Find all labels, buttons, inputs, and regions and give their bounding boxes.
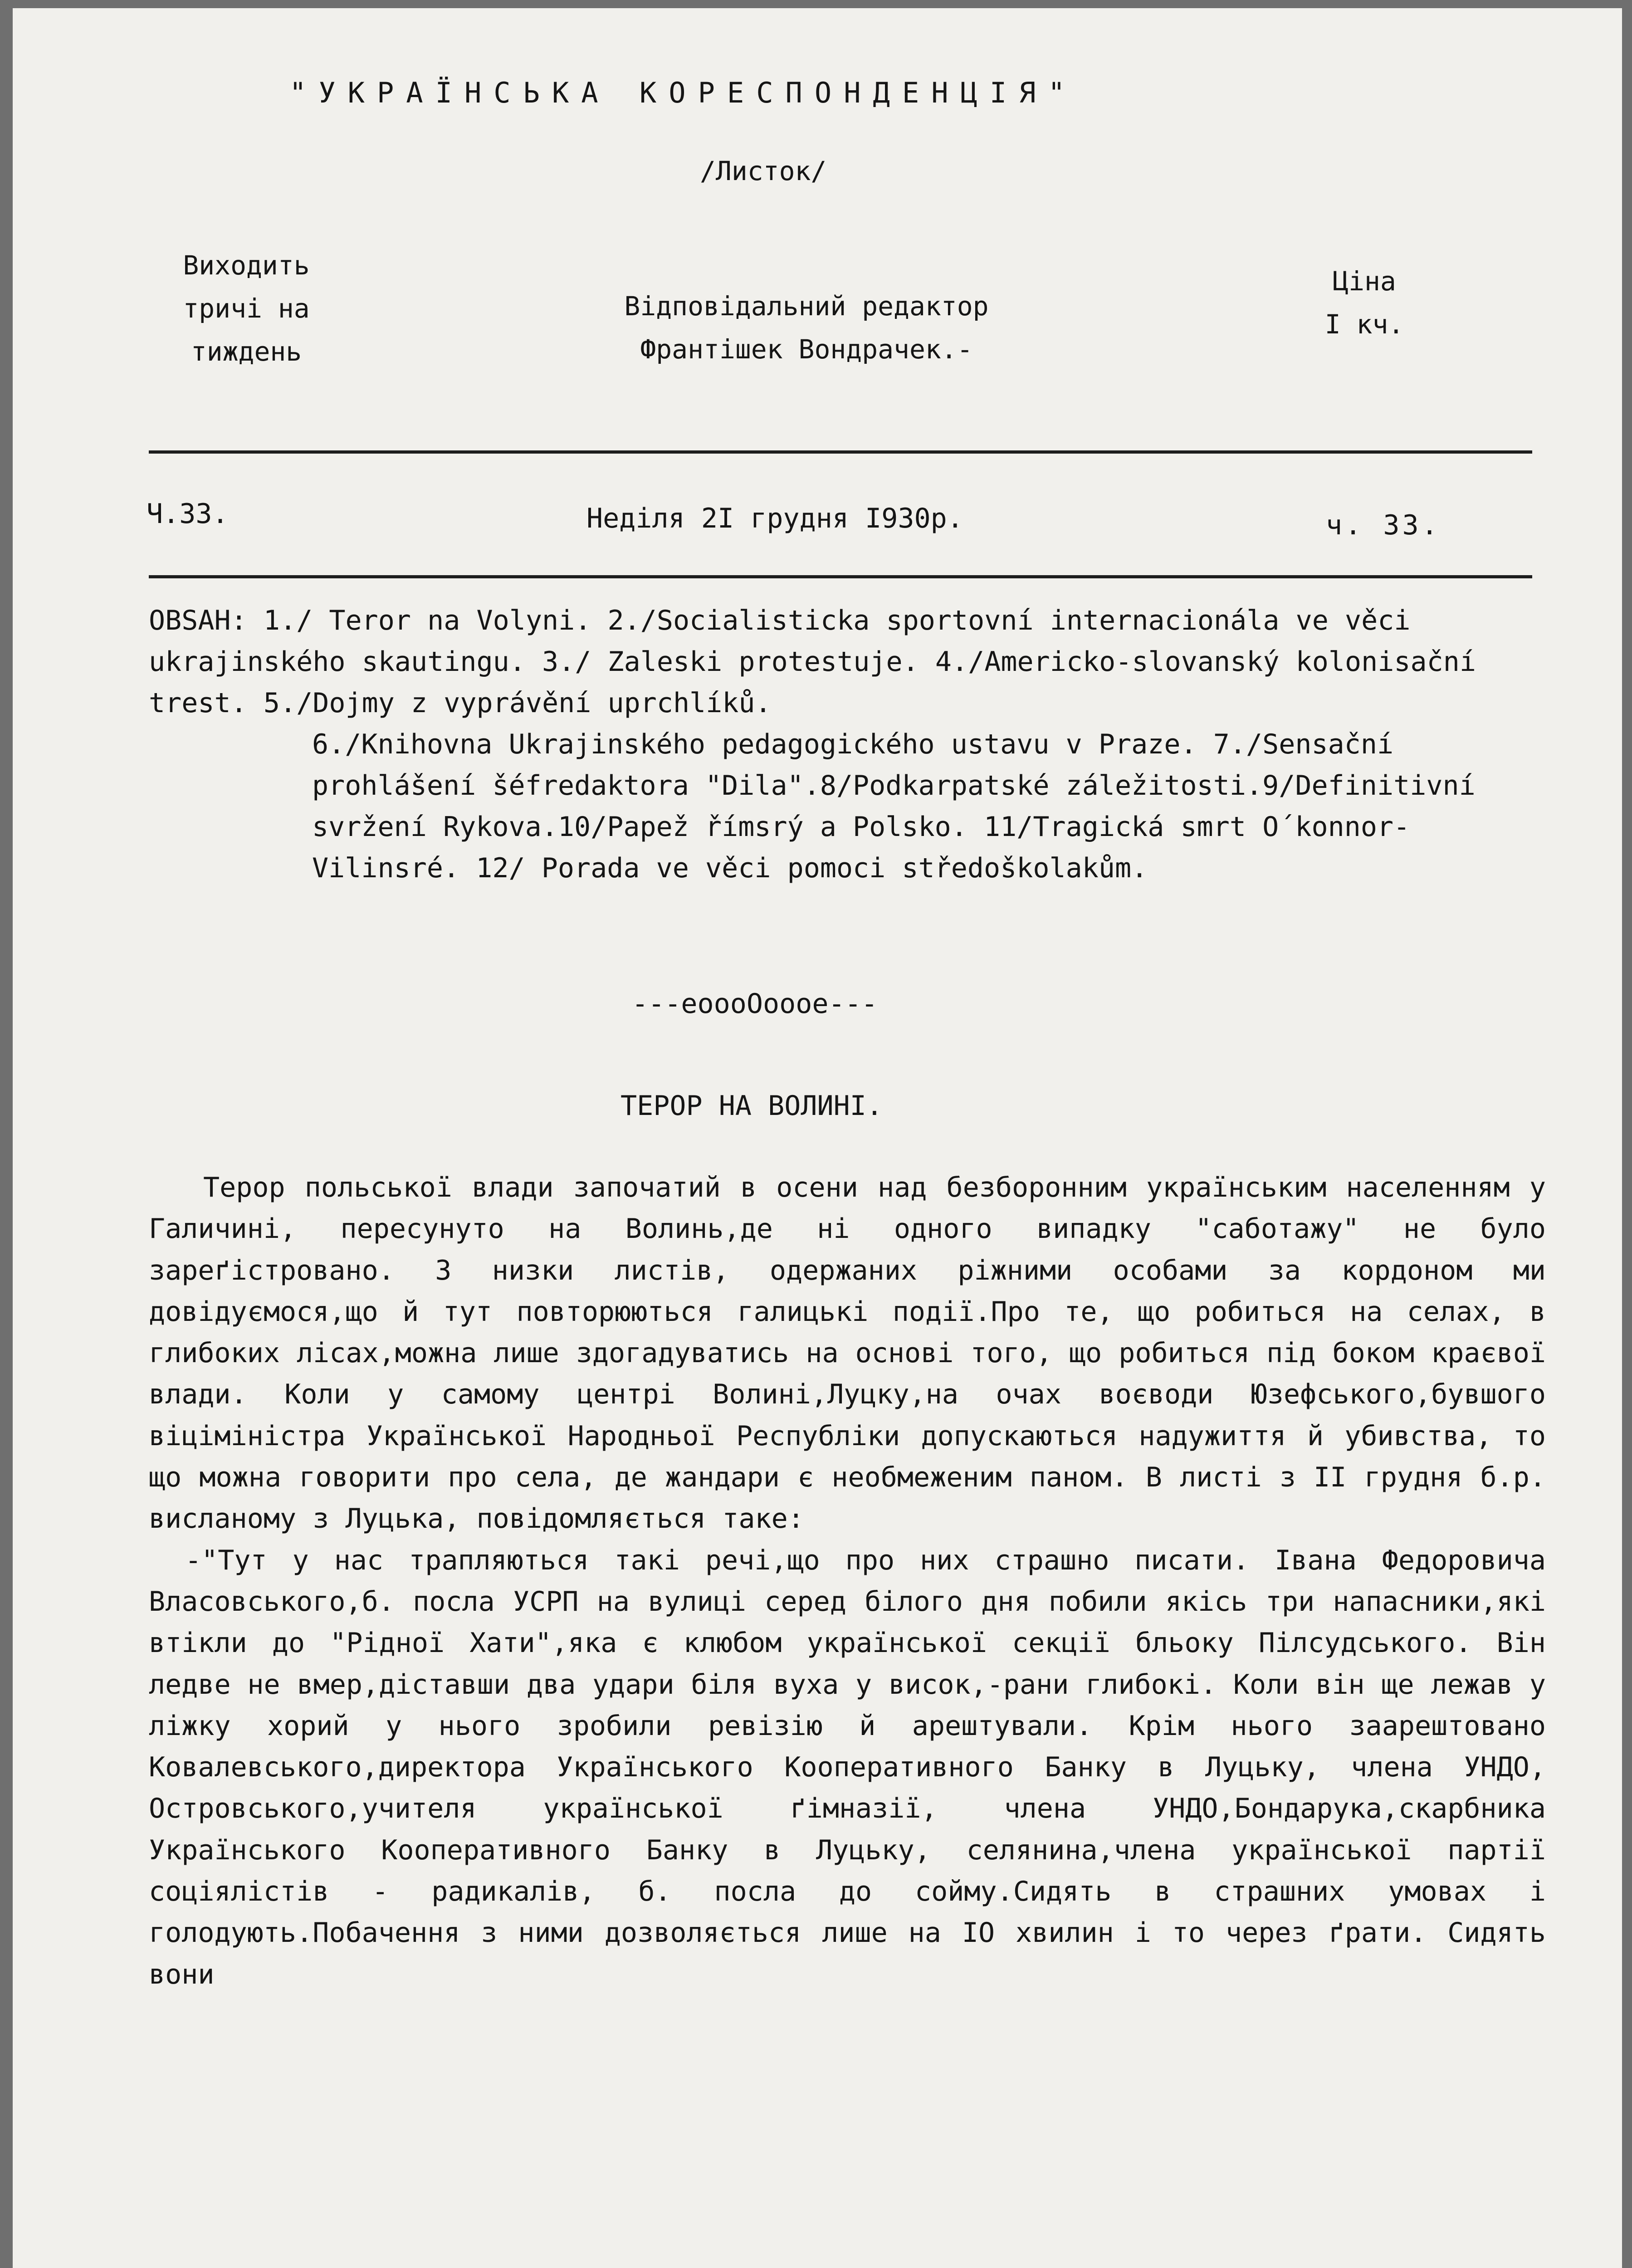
article-body <box>149 1167 1546 1995</box>
section-separator: ---eoooOoooe--- <box>632 988 878 1020</box>
article-title: ТЕРОР НА ВОЛИНІ. <box>621 1090 883 1122</box>
editor-name: Франтішек Вондрачек.- <box>640 334 973 365</box>
document-page <box>13 8 1622 2268</box>
header-divider-bottom <box>149 575 1532 578</box>
editor-info <box>539 285 1074 371</box>
issue-number-right: ч. 33. <box>1326 509 1441 541</box>
issue-date: Неділя 2I грудня I930р. <box>586 503 963 534</box>
article-paragraph: Терор польської влади започатий в осени над безборонним українським населенням у Галичині, пересунуто на Волинь,де ні одного випадку "саботажу" не було зареґістровано. З низки листів, одержаних ріжними особами за кордоном ми довідуємося,що й тут повторюються галицькі події.Про те, що робиться на селах, в глибоких лісах,можна лише здогадуватись на основі того, що робиться під боком краєвої влади. Коли у самому центрі Волині,Луцку,на очах воєводи Юзефського,бувшого віціміністра Української Народньої Республіки допускаються надужиття й убивства, то що можна говорити про села, де жандари є необмеженим паном. В листі з II грудня б.р. висланому з Луцька, повідомляється таке: <box>149 1172 1546 1535</box>
publication-frequency: Виходить тричі на тиждень <box>183 250 310 367</box>
contents-part-2: 6./Knihovna Ukrajinského pedagogického ustavu v Praze. 7./Sensační prohlášení šéfredaktora "Dila".8/Podkarpatské záležitosti.9/Definitivní svržení Rykova.10/Papež římsrý a Polsko. 11/Tragická smrt O´konnor-Vilinsré. 12/ Porada ve věci pomoci středoškolakům. <box>312 728 1476 884</box>
header-divider-top <box>149 450 1532 454</box>
newsletter-subtitle: /Листок/ <box>700 156 827 186</box>
contents-part-1: OBSAH: 1./ Teror na Volyni. 2./Socialisticka sportovní internacionála ve věci ukrajinského skautingu. 3./ Zaleski protestuje. 4./Americko-slovanský kolonisační trest. 5./Dojmy z vyprávění uprchlíků. <box>149 605 1476 719</box>
editor-role: Відповідальний редактор <box>624 291 989 322</box>
price: Ціна I кч. <box>1324 266 1404 340</box>
table-of-contents <box>149 600 1546 889</box>
issue-number-left: Ч.33. <box>147 498 229 530</box>
newsletter-title: "УКРАЇНСЬКА КОРЕСПОНДЕНЦІЯ" <box>289 76 1077 109</box>
article-paragraph: -"Тут у нас трапляються такі речі,що про них страшно писати. Івана Федоровича Власовського,б. посла УСРП на вулиці серед білого дня побили якісь три напасники,які втікли до "Рідної Хати",яка є клюбом української секції бльоку Пілсудського. Він ледве не вмер,діставши два удари біля вуха у висок,-рани глибокі. Коли він ще лежав у ліжку хорий у нього зробили ревізію й арештували. Крім нього заарештовано Ковалевського,директора Українського Кооперативного Банку в Луцьку, члена УНДО, Островського,учителя української ґімназії, члена УНДО,Бондарука,скарбника Українського Кооперативного Банку в Луцьку, селянина,члена української партії соціялістів - радикалів, б. посла до сойму.Сидять в страшних умовах і голодують.Побачення з ними дозволяється лише на IO хвилин і то через ґрати. Сидять вони <box>149 1544 1546 1990</box>
